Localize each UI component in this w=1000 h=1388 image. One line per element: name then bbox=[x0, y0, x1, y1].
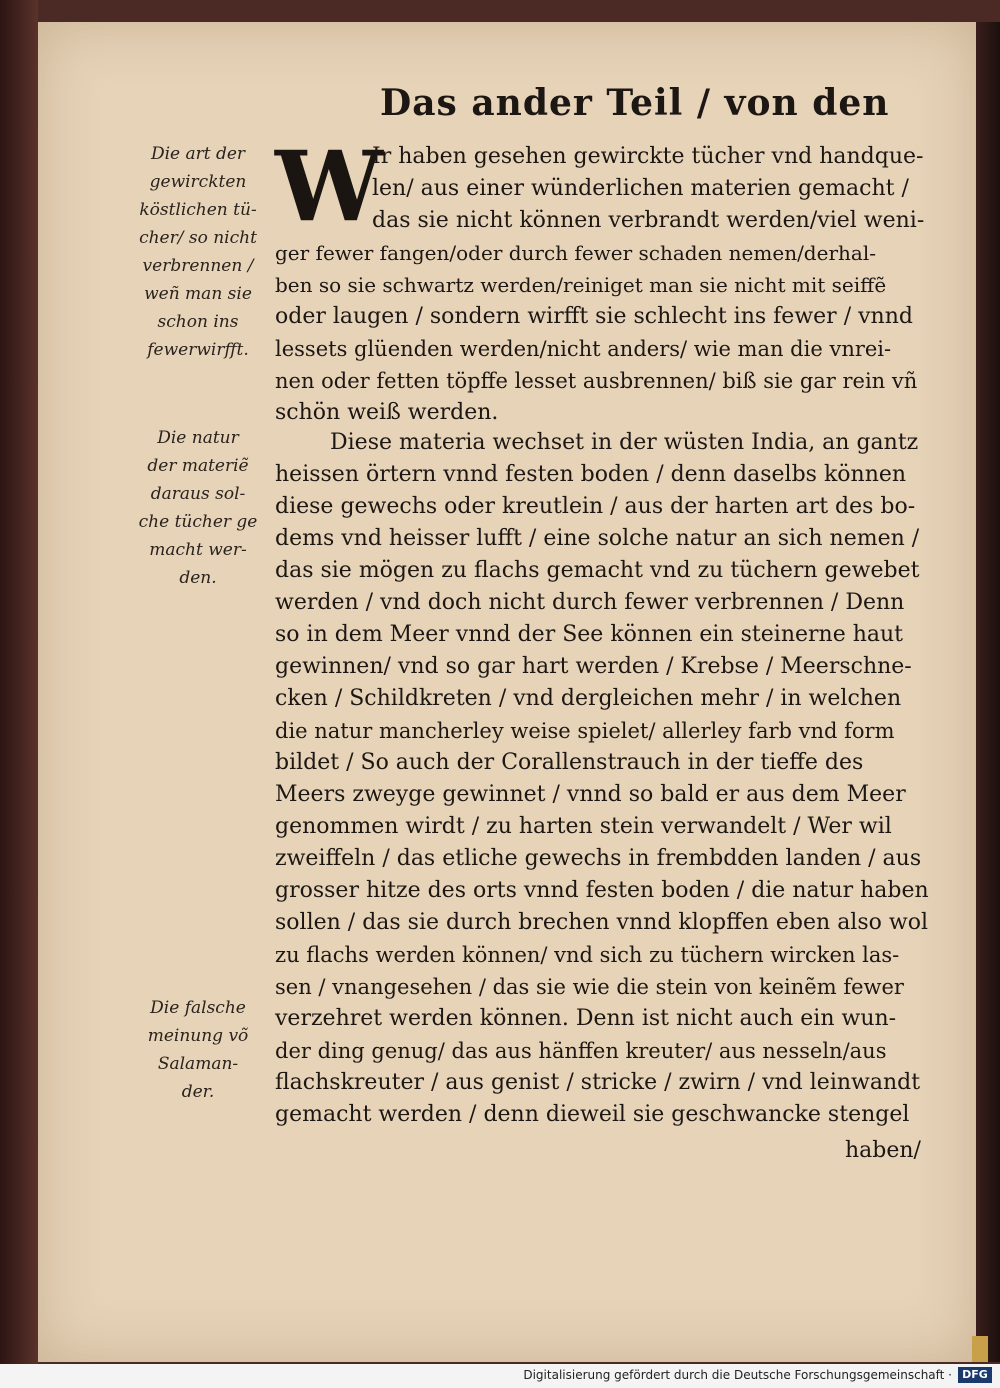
text-line: genommen wirdt / zu harten stein verwandelt / Wer wil bbox=[275, 814, 892, 839]
text-line: bildet / So auch der Corallenstrauch in der tieffe des bbox=[275, 750, 864, 775]
marginal-note-line: schon ins bbox=[157, 312, 239, 332]
marginal-note-2 bbox=[128, 424, 268, 592]
marginal-note-line: der materiẽ bbox=[147, 456, 249, 476]
text-line: ben so sie schwartz werden/reiniget man sie nicht mit seiffẽ bbox=[275, 273, 887, 297]
text-line: der ding genug/ das aus hänffen kreuter/ aus nesseln/aus bbox=[275, 1039, 887, 1063]
text-line: flachskreuter / aus genist / stricke / zwirn / vnd leinwandt bbox=[275, 1070, 921, 1095]
marginal-note-line: verbrennen / bbox=[142, 256, 254, 276]
marginal-note-line: Salaman- bbox=[157, 1054, 239, 1074]
book-spine bbox=[0, 0, 38, 1388]
text-line: dems vnd heisser lufft / eine solche natur an sich nemen / bbox=[275, 526, 920, 551]
marginal-note-line: den. bbox=[179, 568, 217, 588]
text-line: verzehret werden können. Denn ist nicht auch ein wun- bbox=[275, 1006, 897, 1031]
marginal-note-line: Die falsche bbox=[150, 998, 246, 1018]
text-line: zweiffeln / das etliche gewechs in frembdden landen / aus bbox=[275, 846, 922, 871]
marginal-note-line: weñ man sie bbox=[144, 284, 252, 304]
text-line: heissen örtern vnnd festen boden / denn daselbs können bbox=[275, 462, 907, 487]
text-line: oder laugen / sondern wirfft sie schlecht ins fewer / vnnd bbox=[275, 304, 913, 329]
marginal-note-line: Die art der bbox=[150, 144, 246, 164]
text-line: sollen / das sie durch brechen vnnd klopffen eben also wol bbox=[275, 910, 928, 935]
marginal-note-1 bbox=[128, 140, 268, 364]
text-line: Meers zweyge gewinnet / vnnd so bald er aus dem Meer bbox=[275, 782, 906, 807]
marginal-note-line: macht wer- bbox=[149, 540, 247, 560]
text-line: schön weiß werden. bbox=[275, 400, 499, 425]
dfg-logo: DFG bbox=[958, 1367, 992, 1383]
marginal-note-line: che tücher ge bbox=[138, 512, 258, 532]
marginal-note-line: Die natur bbox=[157, 428, 239, 448]
text-line: nen oder fetten töpffe lesset ausbrennen/ biß sie gar rein vñ bbox=[275, 369, 918, 393]
marginal-note-line: der. bbox=[181, 1082, 215, 1102]
text-line: diese gewechs oder kreutlein / aus der harten art des bo- bbox=[275, 494, 916, 519]
text-line: zu flachs werden können/ vnd sich zu tüchern wircken las- bbox=[275, 943, 900, 967]
page-marker bbox=[972, 1336, 988, 1362]
text-line: Diese materia wechset in der wüsten India, an gantz bbox=[330, 430, 919, 455]
text-line: Ir haben gesehen gewirckte tücher vnd handque- bbox=[372, 144, 924, 169]
text-line: sen / vnangesehen / das sie wie die stein von keinẽm fewer bbox=[275, 975, 904, 999]
marginal-note-3 bbox=[128, 994, 268, 1106]
marginal-note-line: köstlichen tü- bbox=[139, 200, 257, 220]
text-line: die natur mancherley weise spielet/ allerley farb vnd form bbox=[275, 719, 895, 743]
text-line: werden / vnd doch nicht durch fewer verbrennen / Denn bbox=[275, 590, 905, 615]
page-edge bbox=[976, 22, 1000, 1362]
running-header: Das ander Teil / von den bbox=[380, 82, 890, 124]
decorated-initial: W bbox=[275, 130, 383, 243]
text-line: gemacht werden / denn dieweil sie geschwancke stengel bbox=[275, 1102, 910, 1127]
text-line: len/ aus einer wünderlichen materien gemacht / bbox=[372, 176, 909, 201]
text-line: so in dem Meer vnnd der See können ein steinerne haut bbox=[275, 622, 903, 647]
text-line: das sie nicht können verbrandt werden/viel weni- bbox=[372, 208, 925, 233]
marginal-note-line: fewerwirfft. bbox=[147, 340, 249, 360]
marginal-note-line: meinung võ bbox=[147, 1026, 249, 1046]
marginal-note-line: daraus sol- bbox=[150, 484, 246, 504]
text-line: das sie mögen zu flachs gemacht vnd zu tüchern gewebet bbox=[275, 558, 920, 583]
text-line: ger fewer fangen/oder durch fewer schaden nemen/derhal- bbox=[275, 241, 876, 265]
text-line: grosser hitze des orts vnnd festen boden / die natur haben bbox=[275, 878, 929, 903]
catchword: haben/ bbox=[845, 1138, 921, 1163]
footer-credit: Digitalisierung gefördert durch die Deutsche Forschungsgemeinschaft · bbox=[523, 1368, 952, 1382]
text-line: gewinnen/ vnd so gar hart werden / Krebse / Meerschne- bbox=[275, 654, 912, 679]
marginal-note-line: gewirckten bbox=[149, 172, 247, 192]
text-line: lessets glüenden werden/nicht anders/ wie man die vnrei- bbox=[275, 337, 892, 361]
text-line: cken / Schildkreten / vnd dergleichen mehr / in welchen bbox=[275, 686, 902, 711]
marginal-note-line: cher/ so nicht bbox=[139, 228, 257, 248]
footer-bar bbox=[0, 1364, 1000, 1388]
